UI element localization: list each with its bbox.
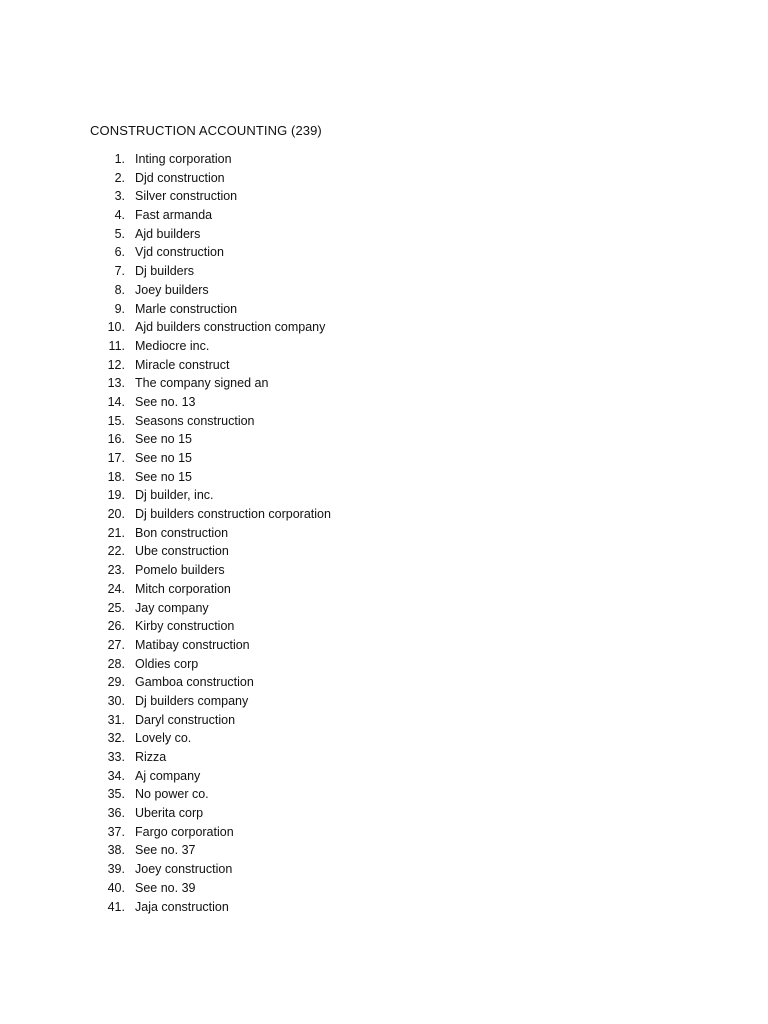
list-item-number: 11. bbox=[108, 338, 125, 353]
list-item-number: 37. bbox=[107, 824, 125, 839]
list-item-text: See no. 37 bbox=[135, 843, 196, 858]
list-item-text: Mitch corporation bbox=[135, 581, 231, 596]
list-item-number: 27. bbox=[107, 637, 125, 652]
list-item-text: The company signed an bbox=[135, 376, 269, 391]
list-item-text: Miracle construct bbox=[135, 357, 230, 372]
list-item-number: 38. bbox=[107, 843, 125, 858]
list-item-number: 41. bbox=[107, 899, 125, 914]
list-item-text: Daryl construction bbox=[135, 712, 236, 727]
list-item-number: 4. bbox=[114, 208, 125, 223]
list-item-text: Joey construction bbox=[135, 862, 233, 877]
list-item-number: 6. bbox=[114, 245, 125, 260]
list-item-number: 7. bbox=[114, 264, 125, 279]
list-item-text: Fast armanda bbox=[135, 208, 213, 223]
list-item-text: Rizza bbox=[135, 750, 167, 764]
list-item-text: Dj builders bbox=[135, 264, 195, 279]
list-item-number: 16. bbox=[107, 432, 125, 447]
list-item-text: Aj company bbox=[135, 768, 201, 783]
list-item-text: Uberita corp bbox=[135, 806, 204, 821]
list-item-text: Lovely co. bbox=[135, 731, 192, 746]
list-item-text: Seasons construction bbox=[135, 413, 255, 428]
list-item-number: 24. bbox=[107, 581, 125, 596]
list-item-number: 14. bbox=[107, 394, 125, 409]
list-item-text: Ajd builders construction company bbox=[135, 320, 326, 335]
list-item-number: 22. bbox=[107, 544, 125, 559]
list-item-text: Jay company bbox=[135, 600, 209, 615]
list-item-number: 32. bbox=[107, 731, 125, 746]
list-item-number: 28. bbox=[107, 656, 125, 671]
list-item-text: Bon construction bbox=[135, 525, 229, 540]
list-item-number: 3. bbox=[114, 189, 125, 204]
list-item-text: Dj builders company bbox=[135, 693, 249, 708]
list-item-text: Fargo corporation bbox=[135, 824, 234, 839]
list-item-text: Kirby construction bbox=[135, 619, 235, 634]
list-item-number: 13. bbox=[107, 376, 125, 391]
list-item-number: 9. bbox=[114, 301, 125, 316]
list-item-number: 19. bbox=[107, 488, 125, 503]
list-item-text: Oldies corp bbox=[135, 656, 199, 671]
document-title: CONSTRUCTION ACCOUNTING (239) bbox=[90, 123, 322, 138]
list-item-text: Joey builders bbox=[135, 282, 209, 297]
list-item-number: 21. bbox=[107, 525, 125, 540]
list-item-text: See no 15 bbox=[135, 451, 192, 465]
list-item-text: Vjd construction bbox=[135, 245, 224, 260]
list-item-text: Jaja construction bbox=[135, 899, 229, 914]
list-item-text: Silver construction bbox=[135, 189, 238, 204]
list-item-number: 15. bbox=[107, 413, 125, 428]
list-item-text: See no. 39 bbox=[135, 880, 196, 895]
list-item-number: 34. bbox=[107, 768, 125, 783]
list-item-text: Matibay construction bbox=[135, 637, 250, 652]
list-item-text: Ajd builders bbox=[135, 226, 201, 241]
list-item-number: 20. bbox=[107, 507, 125, 522]
list-item-text: Dj builder, inc. bbox=[135, 488, 214, 503]
list-item-text: No power co. bbox=[135, 787, 209, 802]
list-item-number: 2. bbox=[114, 170, 125, 185]
list-item-text: Dj builders construction corporation bbox=[135, 507, 331, 522]
list-item-text: Pomelo builders bbox=[135, 563, 225, 578]
list-item-text: See no. 13 bbox=[135, 394, 196, 409]
list-item-number: 33. bbox=[107, 750, 125, 764]
list-item-number: 5. bbox=[114, 226, 125, 241]
list-item-number: 30. bbox=[107, 693, 125, 708]
list-item-number: 31. bbox=[107, 712, 125, 727]
list-item-text: Inting corporation bbox=[135, 152, 232, 166]
list-item-text: See no 15 bbox=[135, 469, 192, 484]
list-item-text: Gamboa construction bbox=[135, 675, 254, 690]
list-item-number: 1. bbox=[114, 152, 125, 166]
list-item-number: 36. bbox=[107, 806, 125, 821]
list-item-number: 12. bbox=[107, 357, 125, 372]
list-item-number: 10. bbox=[107, 320, 125, 335]
list-item-number: 26. bbox=[107, 619, 125, 634]
list-item-number: 23. bbox=[107, 563, 125, 578]
list-item-number: 25. bbox=[107, 600, 125, 615]
list-item-number: 17. bbox=[107, 451, 125, 465]
list-item-text: See no 15 bbox=[135, 432, 192, 447]
list-item-number: 8. bbox=[114, 282, 125, 297]
list-item-number: 29. bbox=[107, 675, 125, 690]
list-item-number: 40. bbox=[107, 880, 125, 895]
list-item-number: 18. bbox=[107, 469, 125, 484]
list-item-text: Marle construction bbox=[135, 301, 238, 316]
list-item-text: Ube construction bbox=[135, 544, 229, 559]
list-item-number: 35. bbox=[107, 787, 125, 802]
list-item-text: Mediocre inc. bbox=[135, 338, 210, 353]
list-item-number: 39. bbox=[107, 862, 125, 877]
list-item-text: Djd construction bbox=[135, 170, 225, 185]
